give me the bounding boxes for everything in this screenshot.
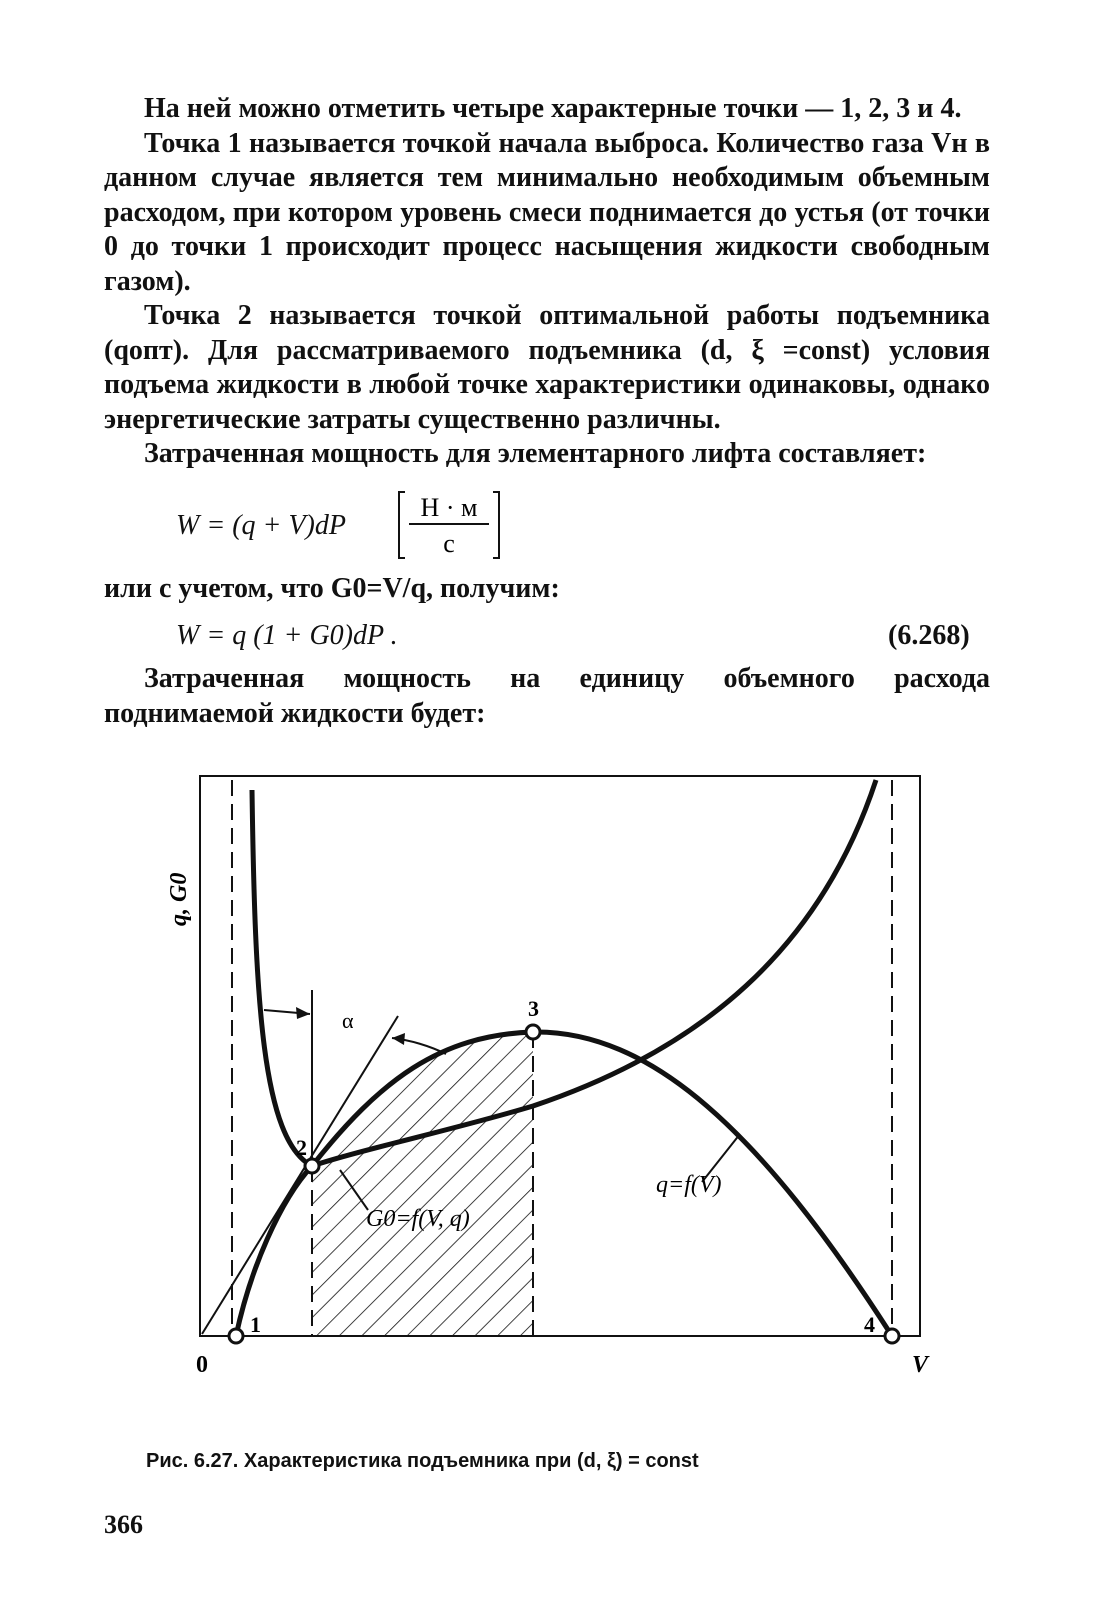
plot-frame	[200, 776, 920, 1336]
point-2-marker	[305, 1159, 319, 1173]
point-2-label: 2	[296, 1135, 307, 1160]
figure-caption: Рис. 6.27. Характеристика подъемника при (d, ξ) = const	[146, 1450, 699, 1472]
origin-label: 0	[196, 1352, 208, 1378]
paragraph-6: Затраченная мощность на единицу объемного расхода поднимаемой жидкости будет:	[104, 663, 990, 729]
paragraph-4: Затраченная мощность для элементарного лифта составляет:	[144, 438, 927, 469]
unit-numerator: Н · м	[420, 493, 478, 522]
formula-power: W = (q + V)dP	[176, 510, 346, 541]
unit-denominator: с	[443, 529, 455, 558]
curve-g0-f-vq	[252, 780, 876, 1166]
label-g0-f-vq: G0=f(V, q)	[366, 1206, 470, 1232]
alpha-arrowhead-arc	[392, 1033, 405, 1045]
alpha-label: α	[342, 1008, 354, 1033]
point-4-marker	[885, 1329, 899, 1343]
equation-number: (6.268)	[888, 620, 970, 651]
alpha-arrowhead-left	[296, 1007, 310, 1019]
point-1-label: 1	[250, 1312, 261, 1337]
x-axis-label: V	[912, 1352, 929, 1378]
label-q-f-v: q=f(V)	[656, 1172, 722, 1198]
point-1-marker	[229, 1329, 243, 1343]
paragraph-1: На ней можно отметить четыре характерные точки — 1, 2, 3 и 4.	[144, 93, 962, 124]
paragraph-5: или с учетом, что G0=V/q, получим:	[104, 573, 560, 604]
point-3-label: 3	[528, 996, 539, 1021]
paragraph-2: Точка 1 называется точкой начала выброса. Количество газа Vн в данном случае является тем минимально необходимым объемным расходом, при котором уровень смеси поднимается до устья (от точки 0 до точки 1 происходит процесс насыщения жидкости свободным газом).	[104, 127, 990, 297]
point-3-marker	[526, 1025, 540, 1039]
page-number: 366	[104, 1510, 143, 1539]
formula-power-2: W = q (1 + G0)dP .	[176, 620, 398, 651]
y-axis-label: q, G0	[166, 872, 192, 926]
point-4-label: 4	[864, 1312, 875, 1337]
paragraph-3: Точка 2 называется точкой оптимальной работы подъемника (qопт). Для рассматриваемого подъемника (d, ξ =const) условия подъема жидкости в любой точке характеристики одинаковы, однако энергетические затраты существенно различны.	[104, 300, 990, 435]
